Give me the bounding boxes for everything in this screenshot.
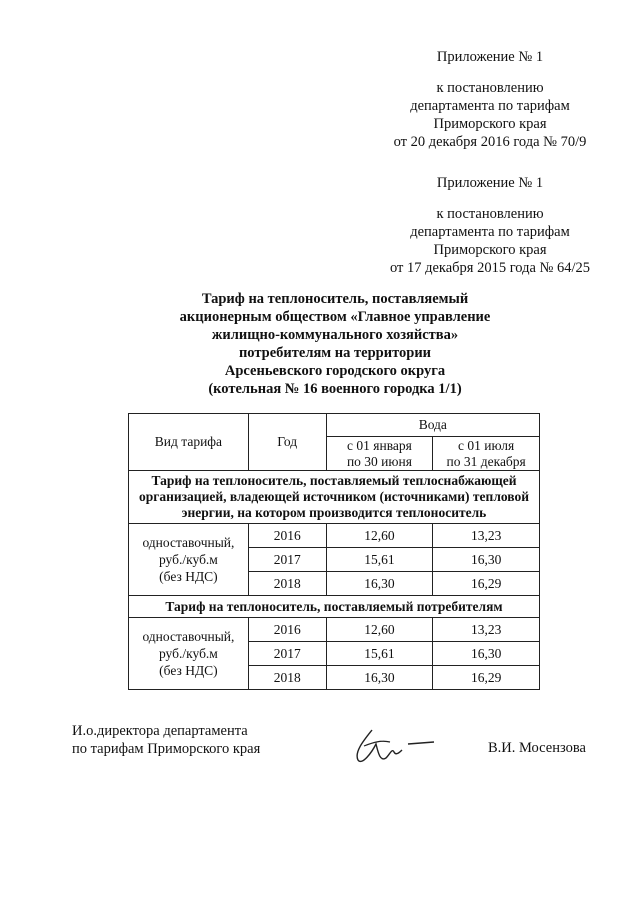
appendix-previous <box>370 174 610 277</box>
handwritten-signature <box>342 722 442 772</box>
tariff-type-cell: одноставочный, руб./куб.м (без НДС) <box>129 524 249 596</box>
appendix-title: Приложение № 1 <box>436 175 544 191</box>
year-cell: 2017 <box>248 642 326 666</box>
value-cell: 16,30 <box>326 666 433 690</box>
value-cell: 15,61 <box>326 642 433 666</box>
col-header-tariff: Вид тарифа <box>129 414 249 471</box>
year-cell: 2016 <box>248 524 326 548</box>
appendix-line: от 20 декабря 2016 года № 70/9 <box>393 134 587 150</box>
appendix-current <box>370 48 610 151</box>
value-cell: 12,60 <box>326 618 433 642</box>
appendix-title: Приложение № 1 <box>436 49 544 65</box>
value-cell: 16,29 <box>433 666 540 690</box>
title-line: акционерным обществом «Главное управление <box>179 309 491 325</box>
col-header-water: Вода <box>326 414 539 437</box>
appendix-line: Приморского края <box>433 116 547 132</box>
section-heading: Тариф на теплоноситель, поставляемый теплоснабжающей организацией, владеющей источником (источниками) тепловой энергии, на котором производится теплоноситель <box>129 471 540 524</box>
value-cell: 16,30 <box>326 572 433 596</box>
document-title <box>120 290 550 398</box>
tariff-table <box>128 413 540 690</box>
year-cell: 2016 <box>248 618 326 642</box>
appendix-line: департамента по тарифам <box>410 98 570 114</box>
value-cell: 16,29 <box>433 572 540 596</box>
value-cell: 13,23 <box>433 618 540 642</box>
tariff-type-cell: одноставочный, руб./куб.м (без НДС) <box>129 618 249 690</box>
year-cell: 2018 <box>248 666 326 690</box>
title-line: жилищно-коммунального хозяйства» <box>211 327 459 343</box>
appendix-line: от 17 декабря 2015 года № 64/25 <box>389 260 591 276</box>
title-line: (котельная № 16 военного городка 1/1) <box>208 381 462 397</box>
value-cell: 16,30 <box>433 642 540 666</box>
signatory-position: И.о.директора департамента по тарифам Приморского края <box>72 723 261 757</box>
appendix-line: Приморского края <box>433 242 547 258</box>
col-header-year: Год <box>248 414 326 471</box>
value-cell: 12,60 <box>326 524 433 548</box>
value-cell: 16,30 <box>433 548 540 572</box>
appendix-line: к постановлению <box>436 206 544 222</box>
value-cell: 13,23 <box>433 524 540 548</box>
section-heading: Тариф на теплоноситель, поставляемый потребителям <box>129 596 540 618</box>
year-cell: 2017 <box>248 548 326 572</box>
col-header-period-1: с 01 января по 30 июня <box>326 437 433 471</box>
title-line: Тариф на теплоноситель, поставляемый <box>201 291 469 307</box>
value-cell: 15,61 <box>326 548 433 572</box>
signatory-name: В.И. Мосензова <box>488 740 586 756</box>
year-cell: 2018 <box>248 572 326 596</box>
title-line: потребителям на территории <box>238 345 432 361</box>
col-header-period-2: с 01 июля по 31 декабря <box>433 437 540 471</box>
appendix-line: к постановлению <box>436 80 544 96</box>
appendix-line: департамента по тарифам <box>410 224 570 240</box>
title-line: Арсеньевского городского округа <box>224 363 446 379</box>
